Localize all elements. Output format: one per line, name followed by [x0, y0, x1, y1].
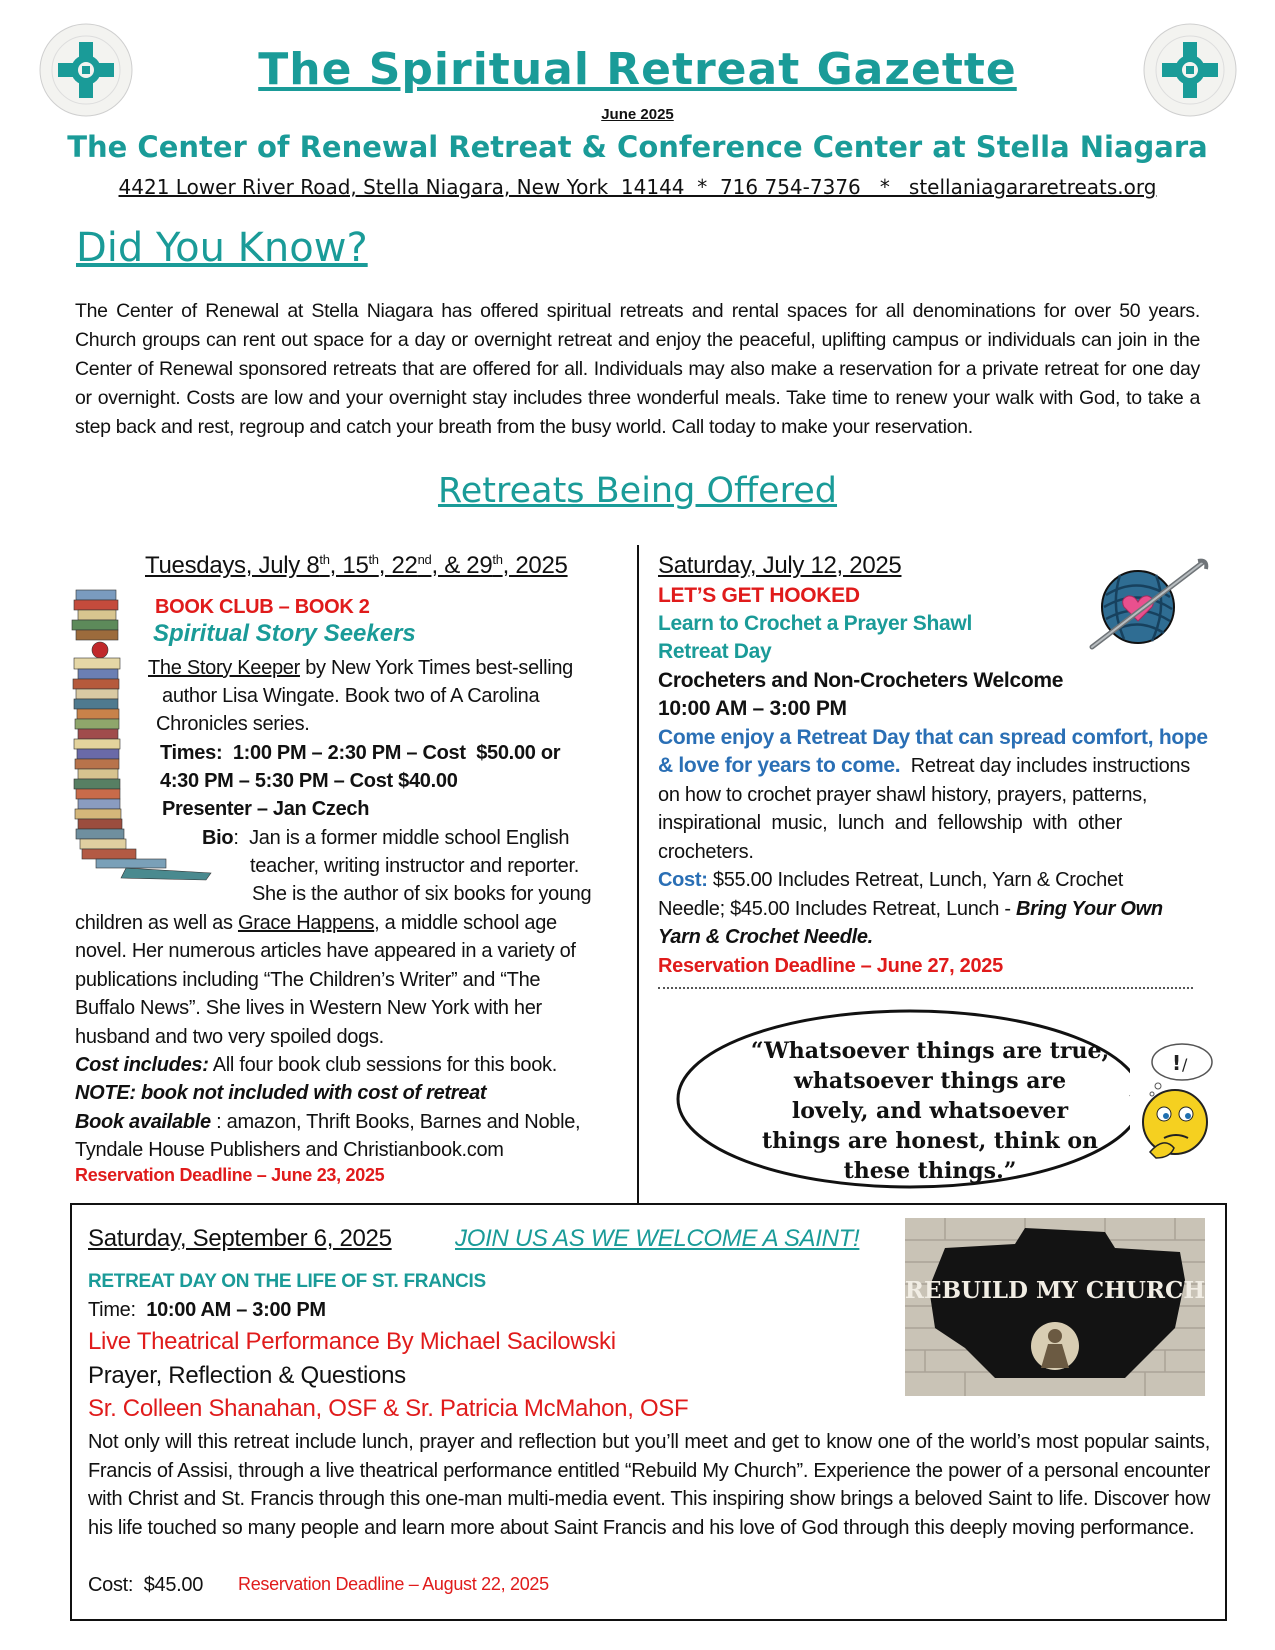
- book-club-available-2: Tyndale House Publishers and Christianbook.com: [75, 1139, 504, 1161]
- issue-date: June 2025: [601, 106, 674, 123]
- st-francis-cost: Cost: $45.00: [88, 1574, 204, 1596]
- book-club-subtitle: Spiritual Story Seekers: [153, 620, 416, 647]
- crochet-time: 10:00 AM – 3:00 PM: [658, 697, 847, 720]
- crochet-line-1: Learn to Crochet a Prayer Shawl: [658, 612, 972, 635]
- book-club-label: BOOK CLUB – BOOK 2: [155, 596, 370, 618]
- thinking-smiley-icon: [1130, 1040, 1225, 1165]
- crochet-desc-1: & love for years to come. Retreat day includes instructions: [658, 754, 1190, 777]
- rebuild-my-church-image: [905, 1218, 1205, 1396]
- scripture-quote: “Whatsoever things are true, whatsoever things are lovely, and whatsoever things are honest, think on these things.”: [750, 1038, 1110, 1184]
- crochet-deadline: Reservation Deadline – June 27, 2025: [658, 955, 1003, 977]
- rebuild-my-church-text: REBUILD MY CHURCH: [905, 1277, 1205, 1304]
- book-club-times-1: Times: 1:00 PM – 2:30 PM – Cost $50.00 or: [160, 742, 561, 764]
- center-name: The Center of Renewal Retreat & Conference Center at Stella Niagara: [67, 130, 1208, 164]
- st-francis-performance: Live Theatrical Performance By Michael Sacilowski: [88, 1328, 616, 1355]
- crochet-lead-1: Come enjoy a Retreat Day that can spread comfort, hope: [658, 726, 1208, 749]
- retreats-heading: Retreats Being Offered: [437, 471, 838, 511]
- book-club-bio-7: Buffalo News”. She lives in Western New York with her: [75, 997, 542, 1019]
- crochet-date: Saturday, July 12, 2025: [658, 552, 902, 579]
- book-club-bio-6: publications including “The Children’s Writer” and “The: [75, 969, 541, 991]
- book-club-bio-3: She is the author of six books for young: [252, 883, 592, 905]
- book-club-presenter: Presenter – Jan Czech: [162, 798, 370, 820]
- crochet-cost-1: Cost: $55.00 Includes Retreat, Lunch, Yarn & Crochet: [658, 869, 1124, 891]
- newsletter-title: The Spiritual Retreat Gazette: [258, 44, 1017, 95]
- crochet-label: LET’S GET HOOKED: [658, 584, 860, 607]
- svg-text:/: /: [1182, 1055, 1188, 1074]
- column-divider: [637, 545, 639, 1205]
- book-club-available-1: Book available : amazon, Thrift Books, Barnes and Noble,: [75, 1111, 581, 1133]
- book-club-note: NOTE: book not included with cost of retreat: [75, 1082, 487, 1104]
- book-club-cost: Cost includes: All four book club sessions for this book.: [75, 1054, 557, 1076]
- did-you-know-body: The Center of Renewal at Stella Niagara has offered spiritual retreats and rental spaces for all denominations for over 50 years. Church groups can rent out space for a day or overnight retreat and enjoy the peaceful, uplifting campus or individuals can join in the Center of Renewal sponsored retreats that are offered for all. Individuals may also make a reservation for a private retreat for one day or overnight. Costs are low and your overnight stay includes three wonderful meals. Take time to renew your walk with God, to take a step back and rest, regroup and catch your breath from the busy world. Call today to make your reservation.: [75, 300, 1200, 438]
- svg-text:!: !: [1172, 1051, 1182, 1075]
- dotted-divider: [658, 987, 1193, 989]
- book-club-bio-1: Bio: Jan is a former middle school English: [202, 827, 570, 849]
- st-francis-date: Saturday, September 6, 2025: [88, 1225, 392, 1252]
- crochet-desc-2: on how to crochet prayer shawl history, prayers, patterns,: [658, 784, 1148, 806]
- crochet-cost-2: Needle; $45.00 Includes Retreat, Lunch - Bring Your Own: [658, 898, 1163, 920]
- book-club-bio-5: novel. Her numerous articles have appeared in a variety of: [75, 940, 576, 962]
- book-club-desc-1: The Story Keeper by New York Times best-selling: [148, 657, 573, 679]
- st-francis-prayer: Prayer, Reflection & Questions: [88, 1362, 406, 1389]
- crochet-desc-3: inspirational music, lunch and fellowship with other: [658, 812, 1122, 834]
- book-club-bio-2: teacher, writing instructor and reporter.: [250, 855, 579, 877]
- st-francis-sisters: Sr. Colleen Shanahan, OSF & Sr. Patricia McMahon, OSF: [88, 1395, 689, 1422]
- crochet-line-2: Retreat Day: [658, 640, 772, 663]
- st-francis-tagline: JOIN US AS WE WELCOME A SAINT!: [455, 1225, 860, 1252]
- contact-address: 4421 Lower River Road, Stella Niagara, New York 14144 * 716 754-7376 * stellaniagararetreats.org: [118, 175, 1157, 199]
- st-francis-body: Not only will this retreat include lunch, prayer and reflection but you’ll meet and get to know one of the world’s most popular saints, Francis of Assisi, through a live theatrical performance entitled “Rebuild My Church”. Experience the power of a personal encounter with Christ and St. Francis through this one-man multi-media event. This inspiring show brings a beloved Saint to life. Discover how his life touched so many people and learn more about Saint Francis and his love of God through this deeply moving performance.: [88, 1431, 1210, 1539]
- st-francis-time: Time: 10:00 AM – 3:00 PM: [88, 1299, 326, 1321]
- book-title: The Story Keeper: [148, 657, 300, 679]
- book-club-deadline: Reservation Deadline – June 23, 2025: [75, 1165, 385, 1185]
- crochet-welcome: Crocheters and Non-Crocheters Welcome: [658, 669, 1064, 692]
- did-you-know-heading: Did You Know?: [76, 225, 368, 271]
- book-club-bio-4: children as well as Grace Happens, a middle school age: [75, 912, 557, 934]
- yarn-ball-crochet-hook-icon: [1080, 555, 1210, 655]
- st-francis-deadline: Reservation Deadline – August 22, 2025: [238, 1574, 549, 1594]
- st-francis-label: RETREAT DAY ON THE LIFE OF ST. FRANCIS: [88, 1271, 486, 1292]
- crochet-desc-4: crocheters.: [658, 841, 754, 863]
- book-club-desc-3: Chronicles series.: [156, 713, 310, 735]
- book-club-times-2: 4:30 PM – 5:30 PM – Cost $40.00: [160, 770, 458, 792]
- book-club-date: Tuesdays, July 8th, 15th, 22nd, & 29th, 2025: [145, 552, 568, 579]
- book-club-bio-8: husband and two very spoiled dogs.: [75, 1026, 384, 1048]
- book-club-desc-2: author Lisa Wingate. Book two of A Carolina: [162, 685, 540, 707]
- crochet-cost-3: Yarn & Crochet Needle.: [658, 926, 873, 948]
